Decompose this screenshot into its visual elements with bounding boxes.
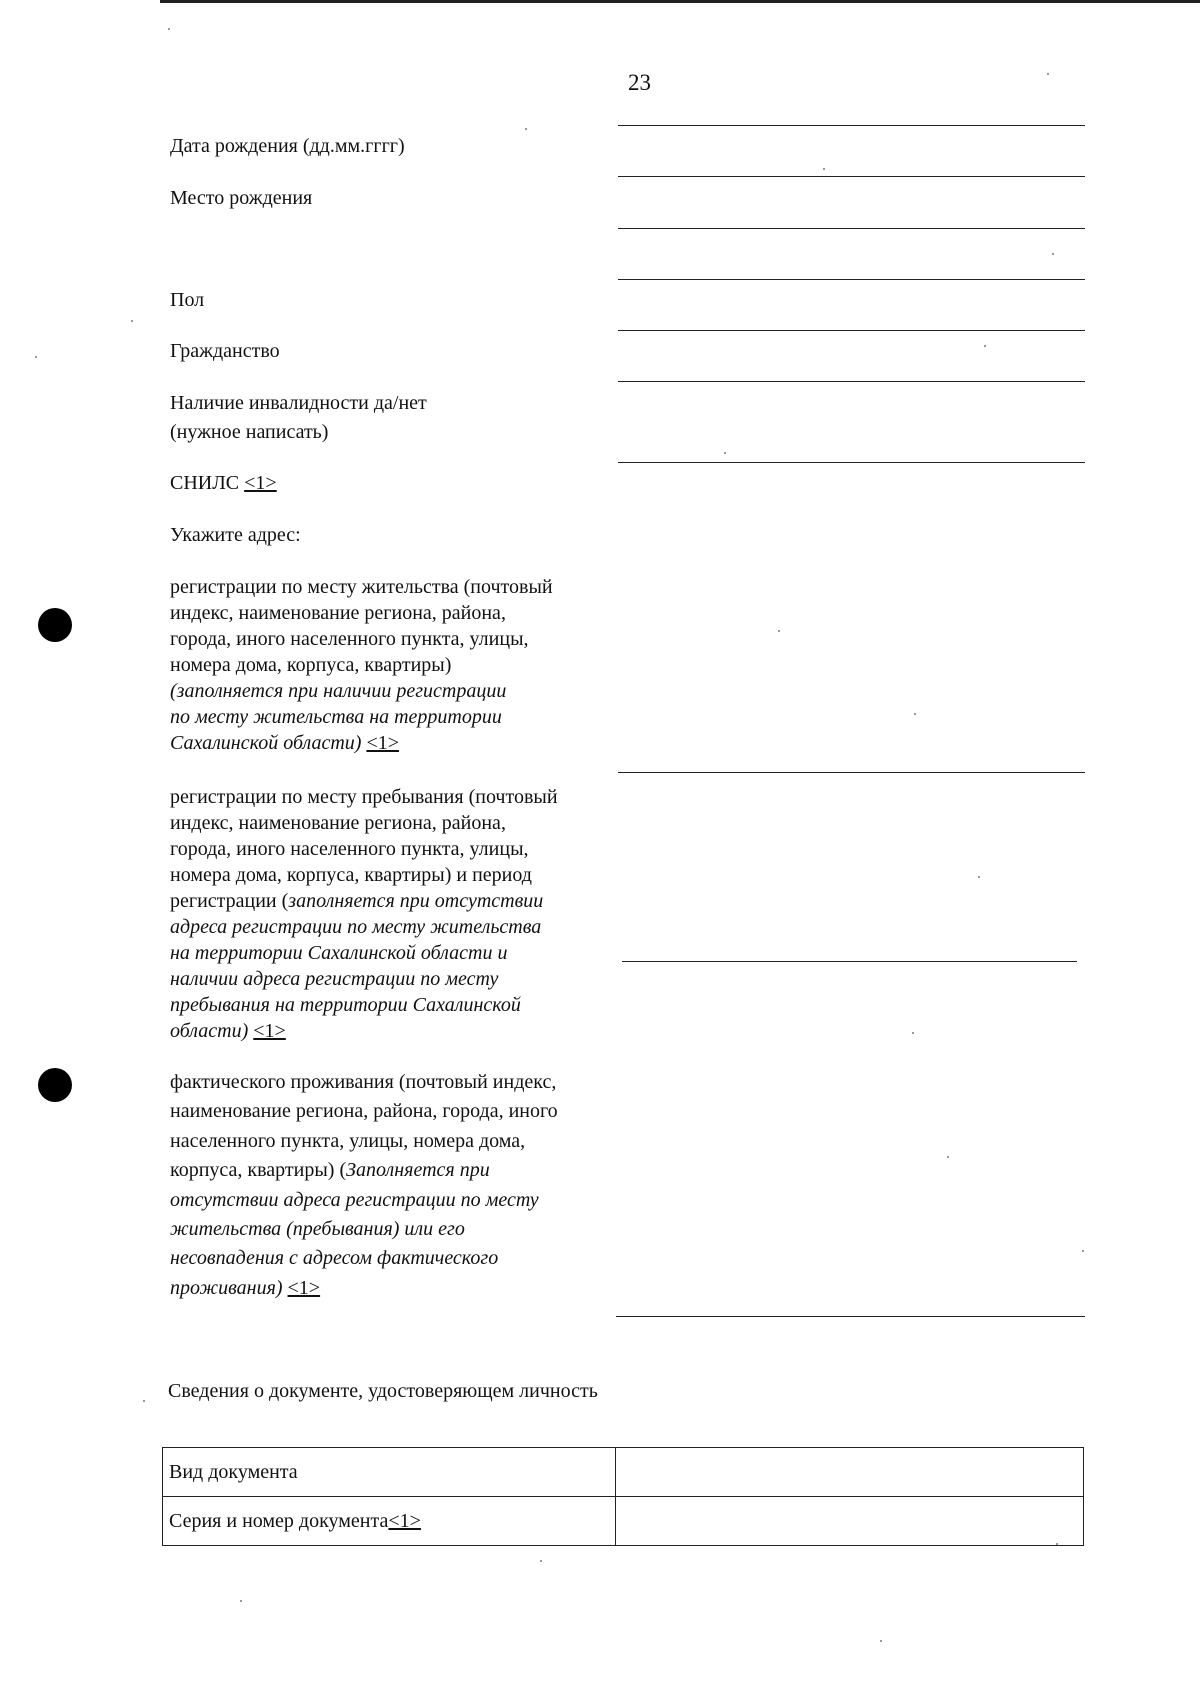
answer-line-birth-date[interactable] — [618, 125, 1085, 126]
hole-punch-mark — [38, 608, 72, 642]
stay-line: регистрации по месту пребывания (почтовый — [170, 786, 558, 808]
scan-speck — [168, 28, 170, 30]
table-row — [163, 1497, 1084, 1546]
registration-note-line: (заполняется при наличии регистрации — [170, 680, 507, 702]
scan-speck — [525, 128, 527, 130]
registration-note-line: по месту жительства на территории — [170, 706, 502, 728]
registration-note-last-line — [170, 730, 610, 756]
stay-line: индекс, наименование региона, района, — [170, 812, 506, 834]
answer-line-birth-place-2[interactable] — [618, 228, 1085, 229]
registration-line: номера дома, корпуса, квартиры) — [170, 654, 452, 676]
scan-speck — [143, 1400, 145, 1402]
actual-note-line: отсутствии адреса регистрации по месту — [170, 1188, 539, 1211]
scan-speck — [778, 630, 780, 632]
actual-line-4-plain: корпуса, квартиры) ( — [170, 1159, 347, 1182]
answer-line-citizenship[interactable] — [618, 381, 1085, 382]
answer-line-actual-address[interactable] — [616, 1316, 1085, 1317]
identity-document-table — [162, 1447, 1084, 1546]
registration-footnote-ref[interactable]: <1> — [366, 732, 400, 754]
document-number-value[interactable] — [616, 1497, 1084, 1546]
snils-label — [170, 469, 277, 498]
answer-line-registration-address[interactable] — [618, 772, 1085, 773]
document-number-label-cell — [163, 1497, 616, 1546]
registration-line: города, иного населенного пункта, улицы, — [170, 628, 529, 650]
scan-speck — [912, 1032, 914, 1034]
scan-speck — [947, 1156, 949, 1158]
actual-last-italic: проживания) — [170, 1276, 283, 1299]
actual-line: наименование региона, района, города, иного — [170, 1100, 558, 1123]
scan-speck — [880, 1640, 882, 1642]
answer-line-birth-place-3[interactable] — [618, 279, 1085, 280]
actual-line-4-italic: Заполняется при — [346, 1159, 490, 1182]
scan-speck — [35, 356, 37, 358]
document-type-label: Вид документа — [163, 1448, 616, 1497]
actual-last-line — [170, 1274, 610, 1303]
hole-punch-mark — [38, 1068, 72, 1102]
scan-speck — [1082, 1250, 1084, 1252]
birth-date-label: Дата рождения (дд.мм.гггг) — [170, 135, 405, 157]
stay-line-5-plain: регистрации ( — [170, 890, 289, 912]
snils-text: СНИЛС — [170, 472, 240, 494]
actual-note-line: жительства (пребывания) или его — [170, 1218, 465, 1241]
scan-speck — [914, 713, 916, 715]
actual-address-block — [170, 1068, 610, 1303]
registration-line: регистрации по месту жительства (почтовый — [170, 576, 553, 598]
scan-speck — [1052, 253, 1054, 255]
stay-line: города, иного населенного пункта, улицы, — [170, 838, 529, 860]
actual-line-4 — [170, 1156, 610, 1185]
actual-note-line: несовпадения с адресом фактического — [170, 1247, 499, 1270]
answer-line-birth-place-1[interactable] — [618, 176, 1085, 177]
stay-footnote-ref[interactable]: <1> — [253, 1020, 286, 1042]
document-type-value[interactable] — [616, 1448, 1084, 1497]
stay-note-line: пребывания на территории Сахалинской — [170, 994, 521, 1016]
document-number-label: Серия и номер документа — [169, 1509, 389, 1532]
scan-speck — [978, 876, 980, 878]
page-number: 23 — [628, 70, 651, 95]
scan-speck — [131, 320, 133, 322]
stay-last-italic: области) — [170, 1020, 249, 1042]
document-number-footnote-ref[interactable]: <1> — [388, 1509, 421, 1532]
table-row — [163, 1448, 1084, 1497]
snils-footnote-ref[interactable]: <1> — [244, 472, 277, 494]
disability-hint: (нужное написать) — [170, 421, 329, 443]
identity-section-title: Сведения о документе, удостоверяющем личность — [168, 1380, 598, 1402]
scan-speck — [1056, 1543, 1058, 1545]
disability-label: Наличие инвалидности да/нет — [170, 392, 427, 414]
birth-place-label: Место рождения — [170, 187, 313, 209]
stay-note-line: адреса регистрации по месту жительства — [170, 916, 542, 938]
answer-line-stay-address[interactable] — [622, 961, 1077, 962]
scan-speck — [1047, 73, 1049, 75]
scan-speck — [724, 452, 726, 454]
stay-address-block — [170, 784, 610, 1044]
address-prompt: Укажите адрес: — [170, 524, 301, 546]
stay-last-line — [170, 1018, 610, 1044]
scan-speck — [984, 345, 986, 347]
actual-line: населенного пункта, улицы, номера дома, — [170, 1129, 526, 1152]
actual-footnote-ref[interactable]: <1> — [287, 1276, 321, 1299]
scan-speck — [240, 1600, 242, 1602]
stay-line-5-italic: заполняется при отсутствии — [288, 890, 544, 912]
citizenship-label: Гражданство — [170, 340, 280, 362]
scan-speck — [540, 1560, 542, 1562]
stay-line: номера дома, корпуса, квартиры) и период — [170, 864, 532, 886]
stay-note-line: наличии адреса регистрации по месту — [170, 968, 499, 990]
scan-speck — [823, 168, 825, 170]
page-top-edge — [160, 0, 1200, 3]
registration-note-line: Сахалинской области) — [170, 732, 362, 754]
stay-line-5 — [170, 888, 610, 914]
gender-label: Пол — [170, 289, 205, 311]
registration-line: индекс, наименование региона, района, — [170, 602, 506, 624]
answer-line-disability[interactable] — [618, 462, 1085, 463]
registration-address-block — [170, 574, 610, 756]
stay-note-line: на территории Сахалинской области и — [170, 942, 508, 964]
answer-line-gender[interactable] — [618, 330, 1085, 331]
actual-line: фактического проживания (почтовый индекс, — [170, 1071, 557, 1093]
